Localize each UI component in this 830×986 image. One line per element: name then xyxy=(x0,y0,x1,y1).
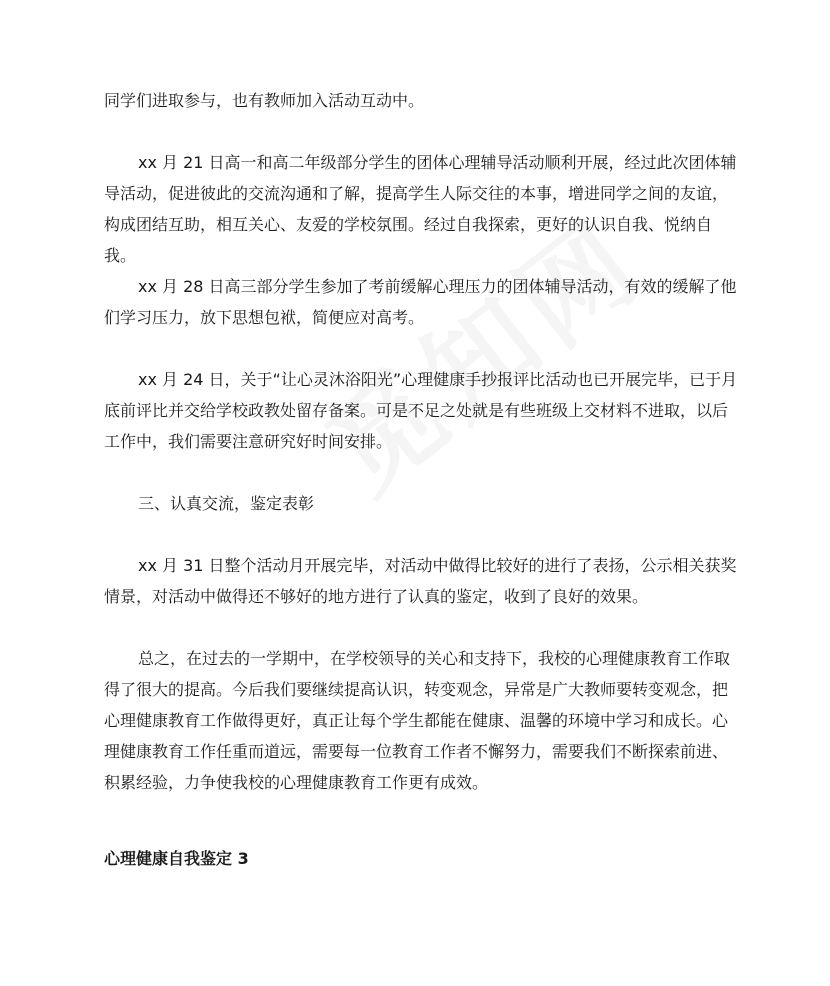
paragraph-conclusion: 总之，在过去的一学期中，在学校领导的关心和支持下，我校的心理健康教育工作取得了很大的提高。今后我们要继续提高认识，转变观念，异常是广大教师要转变观念，把心理健康教育工作做得更好，真正让每个学生都能在健康、温馨的环境中学习和成长。心理健康教育工作任重而道远，需要每一位教育工作者不懈努力，需要我们不断探索前进、积累经验，力争使我校的心理健康教育工作更有成效。 xyxy=(104,649,731,792)
paragraph-continuation: 同学们进取参与，也有教师加入活动互动中。 xyxy=(104,91,425,110)
paragraph-group-counseling: xx 月 21 日高一和高二年级部分学生的团体心理辅导活动顺利开展，经过此次团体辅导活动，促进彼此的交流沟通和了解，提高学生人际交往的本事，增进同学之间的友谊，构成团结互助，相互关心、友爱的学校氛围。经过自我探索，更好的认识自我、悦纳自我。 xyxy=(104,153,737,265)
paragraph-exam-stress: xx 月 28 日高三部分学生参加了考前缓解心理压力的团体辅导活动，有效的缓解了他们学习压力，放下思想包袱，简便应对高考。 xyxy=(104,277,737,327)
paragraph-poster-contest: xx 月 24 日，关于“让心灵沐浴阳光”心理健康手抄报评比活动也已开展完毕，已于月底前评比并交给学校政教处留存备案。可是不足之处就是有些班级上交材料不进取，以后工作中，我们需要注意研究好时间安排。 xyxy=(104,370,738,451)
section-heading: 心理健康自我鉴定 3 xyxy=(104,849,249,868)
section-three-title: 三、认真交流，鉴定表彰 xyxy=(138,494,315,513)
paragraph-awards: xx 月 31 日整个活动月开展完毕，对活动中做得比较好的进行了表扬，公示相关获奖情景，对活动中做得还不够好的地方进行了认真的鉴定，收到了良好的效果。 xyxy=(104,556,737,606)
